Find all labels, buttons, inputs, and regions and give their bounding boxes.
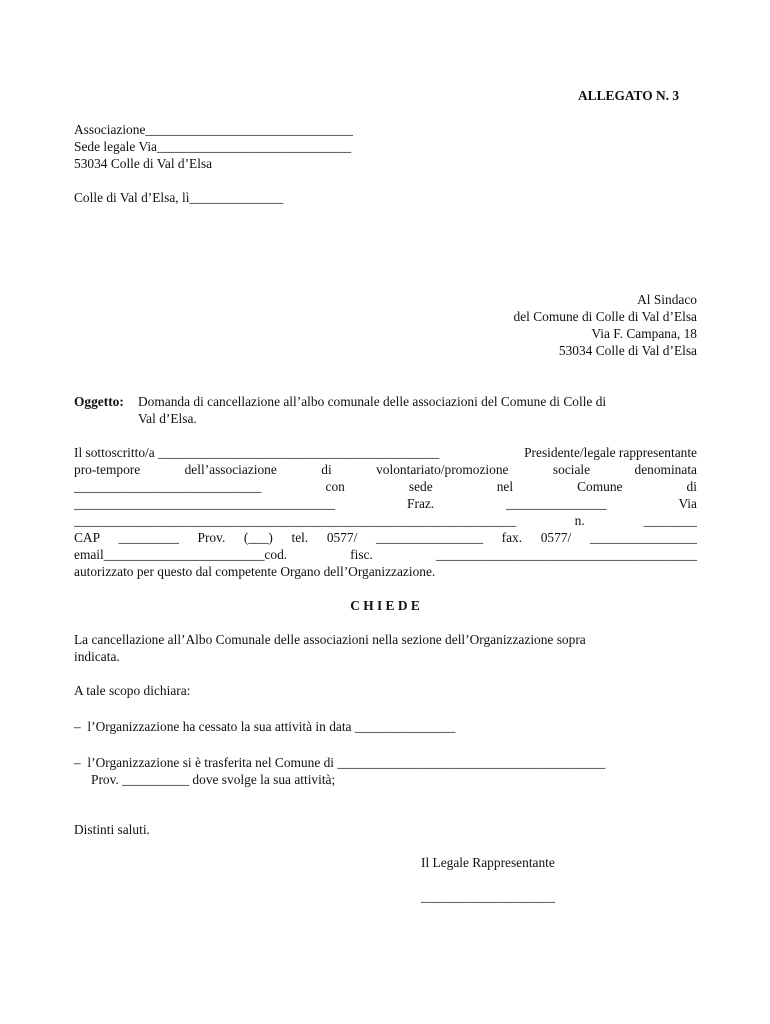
body-row-5: __________________________________________________________________ n. ________: [74, 513, 697, 528]
subject-text-1: Domanda di cancellazione all’albo comunale delle associazioni del Comune di Colle di: [138, 394, 607, 409]
city-line: 53034 Colle di Val d’Elsa: [74, 156, 213, 171]
body-row-7: email________________________cod. fisc. _______________________________________: [74, 547, 697, 562]
recipient-line-4: 53034 Colle di Val d’Elsa: [558, 343, 697, 358]
body-row-4: _______________________________________ Fraz. _______________ Via: [74, 496, 697, 511]
subject-label: Oggetto:: [74, 394, 124, 409]
request-line-2: indicata.: [74, 649, 120, 664]
declaration-item-2: – l’Organizzazione si è trasferita nel Comune di ________________________________________: [74, 755, 606, 770]
body-row-3: ____________________________ con sede nel Comune di: [74, 479, 697, 494]
body-row-6: CAP _________ Prov. (___) tel. 0577/ ________________ fax. 0577/ ________________: [74, 530, 697, 545]
declaration-intro: A tale scopo dichiara:: [74, 683, 191, 698]
signatory-label: Il Legale Rappresentante: [421, 855, 555, 870]
recipient-line-1: Al Sindaco: [637, 292, 697, 307]
association-field: Associazione_______________________________: [74, 122, 353, 137]
recipient-line-3: Via F. Campana, 18: [591, 326, 697, 341]
recipient-line-2: del Comune di Colle di Val d’Elsa: [513, 309, 697, 324]
declaration-item-1: – l’Organizzazione ha cessato la sua attività in data _______________: [74, 719, 456, 734]
place-date-line: Colle di Val d’Elsa, lì______________: [74, 190, 284, 205]
address-field: Sede legale Via_____________________________: [74, 139, 352, 154]
body-row-1: Il sottoscritto/a __________________________________________ Presidente/legale rappresentante: [74, 445, 697, 460]
signature-line: ____________________: [421, 889, 555, 904]
body-row-8: autorizzato per questo dal competente Organo dell’Organizzazione.: [74, 564, 436, 579]
request-heading: C H I E D E: [350, 598, 420, 613]
request-line-1: La cancellazione all’Albo Comunale delle associazioni nella sezione dell’Organizzazione sopra: [74, 632, 586, 647]
greeting: Distinti saluti.: [74, 822, 150, 837]
subject-text-2: Val d’Elsa.: [138, 411, 197, 426]
allegato-label: ALLEGATO N. 3: [578, 88, 680, 103]
declaration-item-2-cont: Prov. __________ dove svolge la sua attività;: [91, 772, 336, 787]
body-row-2: pro-tempore dell’associazione di volontariato/promozione sociale denominata: [74, 462, 697, 477]
